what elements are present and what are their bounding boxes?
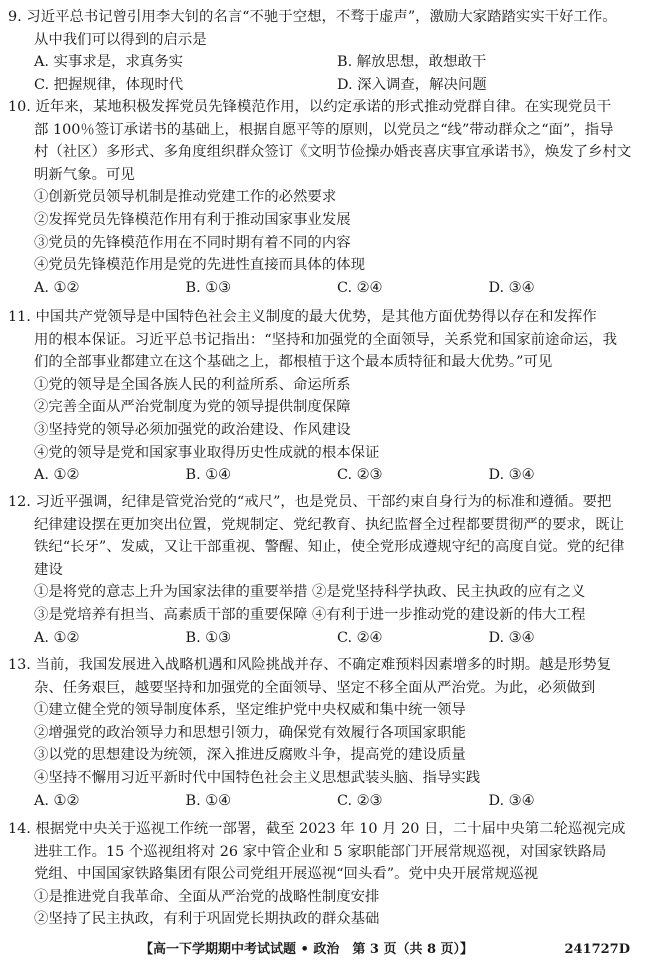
q13-options bbox=[8, 790, 640, 813]
q11-options bbox=[8, 464, 640, 487]
footer-code: 241727D bbox=[564, 942, 630, 957]
q10-stem-line-2: 部 100％签订承诺书的基础上，根据自愿平等的原则，以党员之“线”带动群众之“面”，指导 bbox=[34, 121, 614, 138]
q13-option-c: C. ②③ bbox=[337, 792, 383, 809]
q9-option-d: D. 深入调查，解决问题 bbox=[337, 76, 487, 93]
q12-stem-line-1: 12. 习近平强调，纪律是管党治党的“戒尺”，也是党员、干部约束自身行为的标准和遵循。要把 bbox=[8, 494, 612, 510]
q11-stem-line-1: 11. 中国共产党领导是中国特色社会主义制度的最大优势，是其他方面优势得以存在和发挥作 bbox=[8, 309, 597, 325]
q10-statement-2: ②发挥党员先锋模范作用有利于推动国家事业发展 bbox=[34, 211, 351, 228]
q11-statement-2: ②完善全面从严治党制度为党的领导提供制度保障 bbox=[34, 399, 351, 416]
q13-stem-line-1: 13. 当前，我国发展进入战略机遇和风险挑战并存、不确定难预料因素增多的时期。越是形势复 bbox=[8, 657, 612, 673]
q10-statement-3: ③党员的先锋模范作用在不同时期有着不同的内容 bbox=[34, 234, 351, 251]
question-9 bbox=[8, 6, 640, 96]
q11-stem-line-2: 用的根本保证。习近平总书记指出：“坚持和加强党的全面领导，关系党和国家前途命运，我 bbox=[34, 331, 617, 348]
q10-stem-line-4: 明新气象。可见 bbox=[34, 166, 135, 183]
q14-stem-line-2: 进驻工作。15 个巡视组将对 26 家中管企业和 5 家职能部门开展常规巡视，对国家铁路局 bbox=[34, 843, 607, 860]
q11-option-b: B. ①④ bbox=[185, 467, 232, 484]
q13-option-a: A. ①② bbox=[34, 792, 80, 809]
q11-statement-3: ③坚持党的领导必须加强党的政治建设、作风建设 bbox=[34, 421, 351, 438]
q9-stem-line-2: 从中我们可以得到的启示是 bbox=[34, 31, 207, 48]
question-10 bbox=[8, 96, 640, 299]
q12-options bbox=[8, 627, 640, 650]
q13-statement-3: ③以党的思想建设为统领，深入推进反腐败斗争，提高党的建设质量 bbox=[34, 747, 466, 764]
q12-option-a: A. ①② bbox=[34, 629, 80, 646]
q9-option-a: A. 实事求是，求真务实 bbox=[34, 54, 184, 71]
q11-option-d: D. ③④ bbox=[488, 467, 535, 484]
q14-stem-line-3: 党组、中国国家铁路集团有限公司党组开展巡视“回头看”。党中央开展常规巡视 bbox=[34, 866, 538, 883]
q10-statement-1: ①创新党员领导机制是推动党建工作的必然要求 bbox=[34, 189, 337, 206]
footer-exam-info: 【高一下学期期中考试试题 • 政治 第 3 页（共 8 页）】 bbox=[140, 942, 474, 957]
q9-option-c: C. 把握规律，体现时代 bbox=[34, 76, 184, 93]
q13-statement-4: ④坚持不懈用习近平新时代中国特色社会主义思想武装头脑、指导实践 bbox=[34, 769, 481, 786]
q14-stem-line-1: 14. 根据党中央关于巡视工作统一部署，截至 2023 年 10 月 20 日，二十届中央第二轮巡视完成 bbox=[8, 821, 626, 837]
q12-option-b: B. ①③ bbox=[185, 629, 232, 646]
q13-statement-1: ①建立健全党的领导制度体系，坚定维护党中央权威和集中统一领导 bbox=[34, 702, 466, 719]
q12-stem-line-4: 建设 bbox=[34, 561, 63, 578]
q10-stem-line-1: 10. 近年来，某地积极发挥党员先锋模范作用，以约定承诺的形式推动党群自律。在实现党员干 bbox=[8, 99, 612, 115]
q12-option-d: D. ③④ bbox=[488, 629, 535, 646]
q10-statement-4: ④党员先锋模范作用是党的先进性直接而具体的体现 bbox=[34, 257, 365, 274]
q11-statement-1: ①党的领导是全国各族人民的利益所系、命运所系 bbox=[34, 376, 351, 393]
q10-option-d: D. ③④ bbox=[488, 279, 535, 296]
q13-statement-2: ②增强党的政治领导力和思想引领力，确保党有效履行各项国家职能 bbox=[34, 724, 466, 741]
q13-option-b: B. ①④ bbox=[185, 792, 232, 809]
q12-option-c: C. ②④ bbox=[337, 629, 383, 646]
q12-stem-line-2: 纪律建设摆在更加突出位置，党规制定、党纪教育、执纪监督全过程都要贯彻严的要求，既让 bbox=[34, 516, 625, 533]
q10-stem-line-3: 村（社区）多形式、多角度组织群众签订《文明节俭操办婚丧喜庆事宜承诺书》，焕发了乡村文 bbox=[34, 144, 632, 161]
q11-option-c: C. ②③ bbox=[337, 467, 383, 484]
q9-stem-line-1: 9. 习近平总书记曾引用李大钊的名言“不驰于空想，不骛于虚声”，激励大家踏踏实实干好工作。 bbox=[8, 9, 617, 25]
q10-options bbox=[8, 277, 640, 300]
question-14 bbox=[8, 818, 640, 931]
q10-option-a: A. ①② bbox=[34, 279, 80, 296]
q9-option-b: B. 解放思想，敢想敢干 bbox=[337, 54, 487, 71]
q11-option-a: A. ①② bbox=[34, 467, 80, 484]
q14-statement-2: ②坚持了民主执政，有利于巩固党长期执政的群众基础 bbox=[34, 911, 380, 928]
q12-statements-row-2: ③是党培养有担当、高素质干部的重要保障 ④有利于进一步推动党的建设新的伟大工程 bbox=[34, 606, 586, 623]
q14-statement-1: ①是推进党自我革命、全面从严治党的战略性制度安排 bbox=[34, 888, 380, 905]
page-footer bbox=[0, 938, 648, 962]
q10-option-b: B. ①③ bbox=[185, 279, 232, 296]
q10-option-c: C. ②④ bbox=[337, 279, 383, 296]
question-12 bbox=[8, 491, 640, 649]
q13-option-d: D. ③④ bbox=[488, 792, 535, 809]
q9-options-row-1 bbox=[8, 51, 640, 74]
q13-stem-line-2: 杂、任务艰巨，越要坚持和加强党的全面领导、坚定不移全面从严治党。为此，必须做到 bbox=[34, 679, 596, 696]
q9-options-row-2 bbox=[8, 74, 640, 97]
q11-stem-line-3: 们的全部事业都建立在这个基础之上，都根植于这个最本质特征和最大优势。”可见 bbox=[34, 354, 553, 371]
q12-stem-line-3: 铁纪“长牙”、发威，又让干部重视、警醒、知止，使全党形成遵规守纪的高度自觉。党的纪律 bbox=[34, 539, 625, 556]
q11-statement-4: ④党的领导是党和国家事业取得历史性成就的根本保证 bbox=[34, 444, 380, 461]
q12-statements-row-1: ①是将党的意志上升为国家法律的重要举措 ②是党坚持科学执政、民主执政的应有之义 bbox=[34, 584, 586, 601]
question-11 bbox=[8, 306, 640, 487]
question-13 bbox=[8, 654, 640, 812]
